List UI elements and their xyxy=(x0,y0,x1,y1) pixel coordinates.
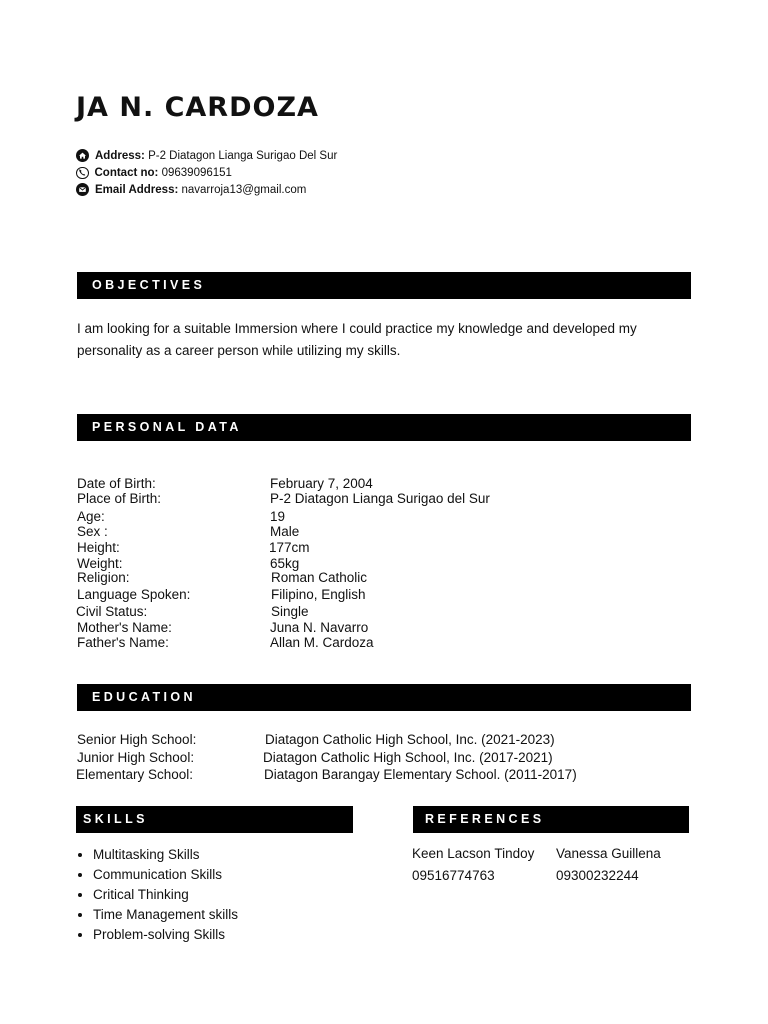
row-label: Elementary School: xyxy=(76,767,194,782)
row-label: Date of Birth: xyxy=(77,476,156,491)
reference-name: Vanessa Guillena xyxy=(556,846,661,861)
row-value: Diatagon Catholic High School, Inc. (2021-2023) xyxy=(265,732,555,747)
row-label: Age: xyxy=(77,509,105,524)
list-item: • Multitasking Skills xyxy=(93,845,238,865)
email-value: navarroja13@gmail.com xyxy=(181,184,307,196)
row-value: Filipino, English xyxy=(271,587,366,602)
row-value: Diatagon Catholic High School, Inc. (2017-2021) xyxy=(263,750,553,765)
resume-name: JA N. CARDOZA xyxy=(76,92,319,123)
reference-phone: 09300232244 xyxy=(556,868,639,883)
address-value: P-2 Diatagon Lianga Surigao Del Sur xyxy=(148,150,338,162)
skills-list xyxy=(76,845,238,945)
home-icon xyxy=(76,149,89,162)
row-value: Male xyxy=(270,524,300,539)
row-value: 19 xyxy=(270,509,286,524)
reference-name: Keen Lacson Tindoy xyxy=(412,846,535,861)
objectives-heading: OBJECTIVES xyxy=(77,272,691,299)
row-value: 65kg xyxy=(270,556,300,571)
objectives-text: I am looking for a suitable Immersion where I could practice my knowledge and developed my personality as a career person while utilizing my skills. xyxy=(77,321,637,358)
row-value: Single xyxy=(271,604,309,619)
row-label: Father's Name: xyxy=(77,635,169,650)
address-line xyxy=(76,148,337,164)
row-value: Allan M. Cardoza xyxy=(270,635,374,650)
references-heading: REFERENCES xyxy=(413,806,689,833)
row-label: Senior High School: xyxy=(77,732,197,747)
list-item: • Problem-solving Skills xyxy=(93,925,238,945)
row-value: Roman Catholic xyxy=(271,570,368,585)
row-value: 177cm xyxy=(269,540,310,555)
row-label: Height: xyxy=(77,540,120,555)
list-item: • Communication Skills xyxy=(93,865,238,885)
phone-icon xyxy=(76,167,89,180)
contact-label: Contact no: xyxy=(94,167,159,179)
row-value: Diatagon Barangay Elementary School. (2011-2017) xyxy=(264,767,577,782)
row-label: Mother's Name: xyxy=(77,620,172,635)
email-label: Email Address: xyxy=(95,184,179,196)
personal-data-heading: PERSONAL DATA xyxy=(77,414,691,441)
list-item: • Time Management skills xyxy=(93,905,238,925)
email-icon xyxy=(76,183,89,196)
contact-line xyxy=(76,165,232,181)
row-value: Juna N. Navarro xyxy=(270,620,369,635)
row-value: February 7, 2004 xyxy=(270,476,373,491)
skills-heading: SKILLS xyxy=(76,806,353,833)
row-label: Junior High School: xyxy=(77,750,195,765)
reference-phone: 09516774763 xyxy=(412,868,495,883)
email-line xyxy=(76,182,306,198)
row-label: Place of Birth: xyxy=(77,491,162,506)
contact-value: 09639096151 xyxy=(161,167,232,179)
list-item: • Critical Thinking xyxy=(93,885,238,905)
row-label: Religion: xyxy=(77,570,130,585)
education-heading: EDUCATION xyxy=(77,684,691,711)
row-label: Weight: xyxy=(77,556,123,571)
row-label: Sex : xyxy=(77,524,108,539)
row-label: Language Spoken: xyxy=(77,587,191,602)
address-label: Address: xyxy=(95,150,145,162)
row-value: P-2 Diatagon Lianga Surigao del Sur xyxy=(270,491,490,506)
row-label: Civil Status: xyxy=(76,604,148,619)
